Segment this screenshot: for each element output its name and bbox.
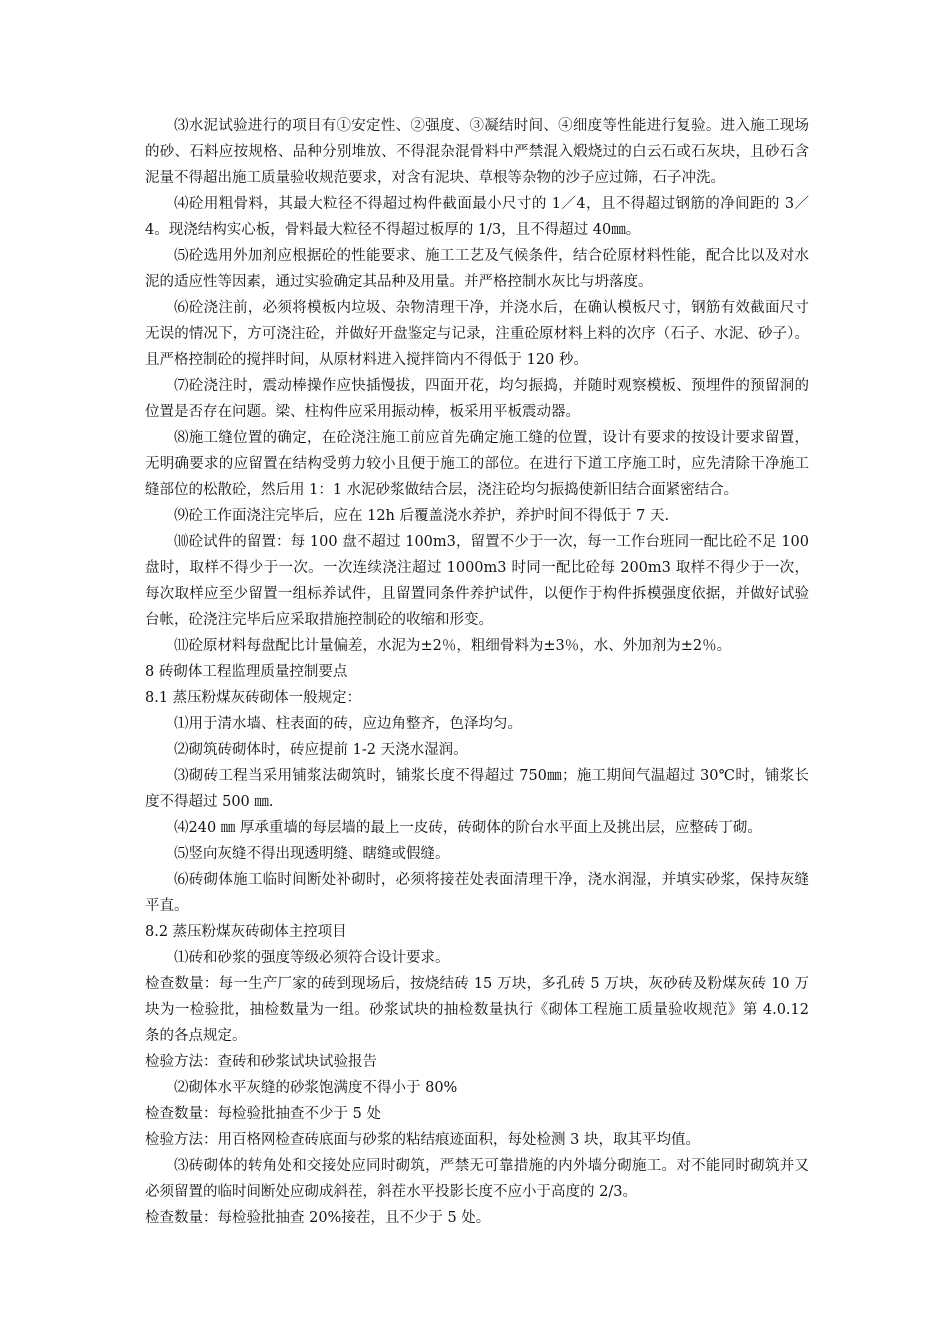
list-item-mortar-length: ⑶砌砖工程当采用铺浆法砌筑时，铺浆长度不得超过 750㎜；施工期间气温超过 30℃时，铺浆长度不得超过 500 ㎜.	[145, 768, 809, 810]
list-item-interruption: ⑹砖砌体施工临时间断处补砌时，必须将接茬处表面清理干净，浇水润湿，并填实砂浆，保持灰缝平直。	[145, 872, 809, 914]
list-item-strength-grade: ⑴砖和砂浆的强度等级必须符合设计要求。	[174, 950, 450, 966]
list-item-bearing-wall: ⑷240 ㎜ 厚承重墙的每层墙的最上一皮砖，砖砌体的阶台水平面上及挑出层，应整砖丁砌。	[174, 820, 762, 836]
list-item-brick-surface: ⑴用于清水墙、柱表面的砖，应边角整齐，色泽均匀。	[174, 716, 522, 732]
paragraph-construction-joint: ⑻施工缝位置的确定，在砼浇注施工前应首先确定施工缝的位置，设计有要求的按设计要求留置，无明确要求的应留置在结构受剪力较小且便于施工的部位。在进行下道工序施工时，应先清除干净施工缝部位的松散砼，然后用 1：1 水泥砂浆做结合层，浇注砼均匀振捣使新旧结合面紧密结合。	[145, 430, 809, 498]
section-heading-8: 8 砖砌体工程监理质量控制要点	[145, 664, 348, 680]
list-item-brick-wetting: ⑵砌筑砖砌体时，砖应提前 1-2 天浇水湿润。	[174, 742, 468, 758]
paragraph-specimen: ⑽砼试件的留置：每 100 盘不超过 100m3，留置不少于一次，每一工作台班同一配比砼不足 100 盘时，取样不得少于一次。一次连续浇注超过 1000m3 时同一配比砼每 200m3 取样不得少于一次，每次取样应至少留置一组标养试件，且留置同条件养护试件，以便作于构件拆模强度依据，并做好试验台帐，砼浇注完毕后应采取措施控制砼的收缩和形变。	[145, 534, 809, 628]
inspection-method-2: 检验方法：用百格网检查砖底面与砂浆的粘结痕迹面积，每处检测 3 块，取其平均值。	[145, 1132, 700, 1148]
paragraph-coarse-aggregate: ⑷砼用粗骨料，其最大粒径不得超过构件截面最小尺寸的 1／4，且不得超过钢筋的净间距的 3／4。现浇结构实心板，骨料最大粒径不得超过板厚的 1/3，且不得超过 40㎜。	[145, 196, 809, 238]
subsection-heading-8-1: 8.1 蒸压粉煤灰砖砌体一般规定：	[145, 690, 362, 706]
paragraph-curing: ⑼砼工作面浇注完毕后，应在 12h 后覆盖浇水养护，养护时间不得低于 7 天.	[174, 508, 670, 524]
document-page	[145, 113, 809, 1231]
paragraph-batching-tolerance: ⑾砼原材料每盘配比计量偏差，水泥为±2％，粗细骨料为±3％，水、外加剂为±2％。	[174, 638, 732, 654]
inspection-quantity-1: 检查数量：每一生产厂家的砖到现场后，按烧结砖 15 万块，多孔砖 5 万块，灰砂砖及粉煤灰砖 10 万块为一检验批，抽检数量为一组。砂浆试块的抽检数量执行《砌体工程施工质量验收规范》第 4.0.12 条的各点规定。	[145, 976, 809, 1044]
subsection-heading-8-2: 8.2 蒸压粉煤灰砖砌体主控项目	[145, 924, 347, 940]
paragraph-cement-test: ⑶水泥试验进行的项目有①安定性、②强度、③凝结时间、④细度等性能进行复验。进入施工现场的砂、石料应按规格、品种分别堆放、不得混杂混骨料中严禁混入煅烧过的白云石或石灰块，且砂石含泥量不得超出施工质量验收规范要求，对含有泥块、草根等杂物的沙子应过筛，石子冲洗。	[145, 118, 809, 186]
inspection-quantity-3: 检查数量：每检验批抽查 20%接茬，且不少于 5 处。	[145, 1210, 491, 1226]
paragraph-admixture: ⑸砼选用外加剂应根据砼的性能要求、施工工艺及气候条件，结合砼原材料性能，配合比以及对水泥的适应性等因素，通过实验确定其品种及用量。并严格控制水灰比与坍落度。	[145, 248, 809, 290]
inspection-quantity-2: 检查数量：每检验批抽查不少于 5 处	[145, 1106, 381, 1122]
paragraph-vibration: ⑺砼浇注时，震动棒操作应快插慢拔，四面开花，均匀振捣，并随时观察模板、预埋件的预留洞的位置是否存在问题。梁、柱构件应采用振动棒，板采用平板震动器。	[145, 378, 809, 420]
list-item-mortar-fullness: ⑵砌体水平灰缝的砂浆饱满度不得小于 80%	[174, 1080, 458, 1096]
list-item-corner-bonding: ⑶砖砌体的转角处和交接处应同时砌筑，严禁无可靠措施的内外墙分砌施工。对不能同时砌筑并又必须留置的临时间断处应砌成斜茬，斜茬水平投影长度不应小于高度的 2/3。	[145, 1158, 809, 1200]
inspection-method-1: 检验方法：查砖和砂浆试块试验报告	[145, 1054, 377, 1070]
list-item-vertical-joint: ⑸竖向灰缝不得出现透明缝、瞎缝或假缝。	[174, 846, 450, 862]
paragraph-before-pouring: ⑹砼浇注前，必须将模板内垃圾、杂物清理干净，并浇水后，在确认模板尺寸，钢筋有效截面尺寸无误的情况下，方可浇注砼，并做好开盘鉴定与记录，注重砼原材料上料的次序（石子、水泥、砂子）。且严格控制砼的搅拌时间，从原材料进入搅拌筒内不得低于 120 秒。	[145, 300, 809, 368]
